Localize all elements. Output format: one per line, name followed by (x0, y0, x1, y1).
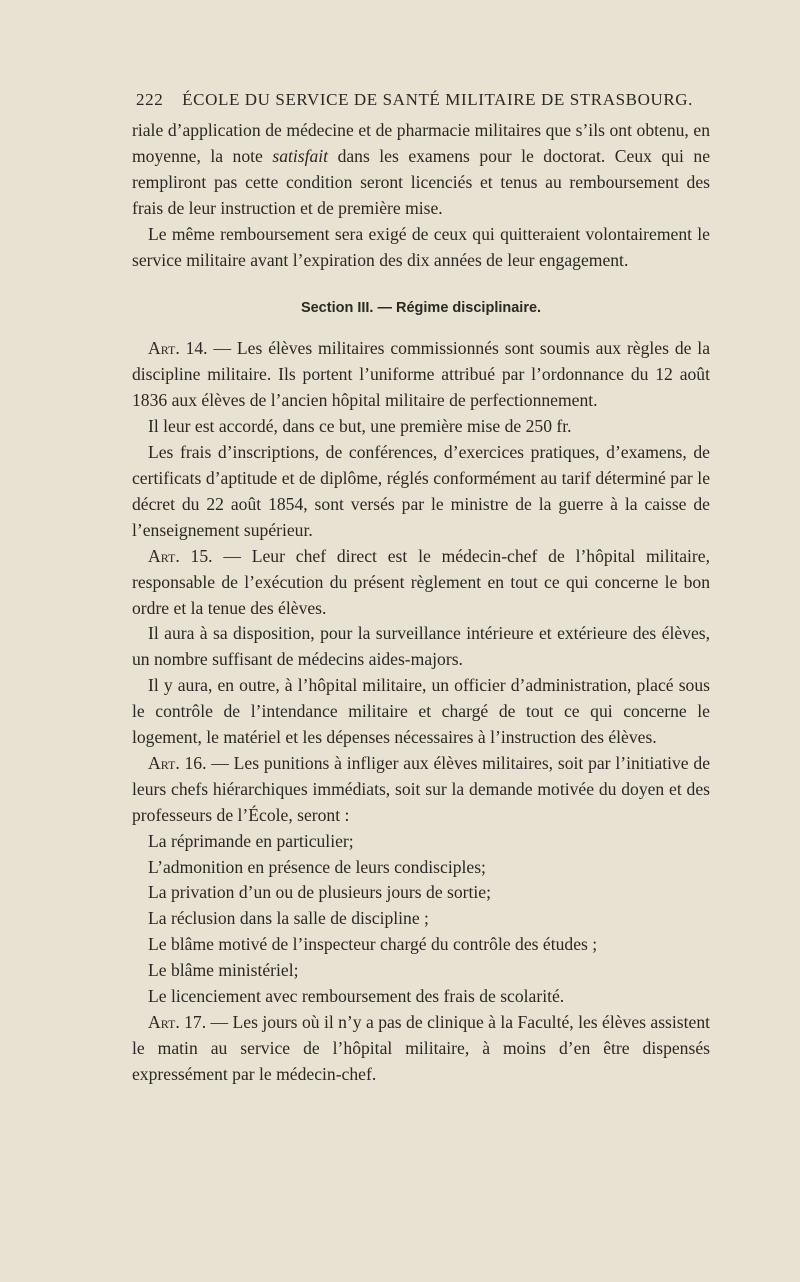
paragraph-reimbursement: Le même remboursement sera exigé de ceux qui quitteraient volontairement le service militaire avant l’expiration des dix années de leur engagement. (132, 223, 710, 270)
punishment-item: La réprimande en particulier; (148, 830, 354, 851)
p1-text-after: dans les examens pour le doctorat. Ceux qui ne rempliront pas cette condition seront licenciés et tenus au remboursement des frais de leur instruction et de première mise. (132, 145, 710, 218)
paragraph-aides: Il aura à sa disposition, pour la surveillance intérieure et extérieure des élèves, un nombre suffisant de médecins aides-majors. (132, 623, 710, 670)
article-16-label: Art. 16. (148, 752, 207, 773)
paragraph-allowance: Il leur est accordé, dans ce but, une première mise de 250 fr. (148, 416, 572, 437)
article-14-text: — Les élèves militaires commissionnés sont soumis aux règles de la discipline militaire. Ils portent l’uniforme attribué par l’ordonnance du 12 août 1836 aux élèves de l’ancien hôpital militaire de perfectionnement. (132, 338, 711, 411)
article-14-label: Art. 14. (148, 338, 208, 359)
article-16-text: — Les punitions à infliger aux élèves militaires, soit par l’initiative de leurs chefs hiérarchiques immédiats, soit sur la demande motivée du doyen et des professeurs de l’École, seront : (132, 752, 710, 825)
article-17-label: Art. 17. (148, 1012, 207, 1032)
running-header (136, 90, 716, 110)
body-text (132, 118, 710, 1088)
p1-emphasis: satisfait (272, 145, 329, 166)
article-15-text: — Leur chef direct est le médecin-chef de l’hôpital militaire, responsable de l’exécution du présent règlement en tout ce qui concerne le bon ordre et la tenue des élèves. (132, 545, 710, 618)
article-15-label: Art. 15. (148, 545, 213, 566)
paragraph-continuation (132, 118, 710, 222)
article-17 (132, 1010, 710, 1088)
punishment-item: La réclusion dans la salle de discipline ; (148, 908, 429, 929)
punishment-item: La privation d’un ou de plusieurs jours de sortie; (148, 882, 492, 903)
page-number: 222 (136, 90, 164, 109)
paragraph-officer: Il y aura, en outre, à l’hôpital militaire, un officier d’administration, placé sous le contrôle de l’intendance militaire et chargé de tout ce qui concerne le logement, le matériel et les dépenses nécessaires à l’instruction des élèves. (132, 675, 710, 748)
punishment-item: Le blâme motivé de l’inspecteur chargé du contrôle des études ; (148, 934, 598, 955)
article-15 (132, 544, 710, 622)
punishment-item: L’admonition en présence de leurs condisciples; (148, 856, 486, 877)
article-14 (132, 336, 710, 414)
section-title: Section III. — Régime disciplinaire. (300, 300, 542, 317)
article-17-text: — Les jours où il n’y a pas de clinique à la Faculté, les élèves assistent le matin au service de l’hôpital militaire, à moins d’en être dispensés expressément par le médecin-chef. (132, 1012, 711, 1084)
paragraph-fees: Les frais d’inscriptions, de conférences, d’exercices pratiques, d’examens, de certificats d’aptitude et de diplôme, réglés conformément au tarif déterminé par le décret du 22 août 1854, sont versés par le ministre de la guerre à la caisse de l’enseignement supérieur. (132, 442, 710, 540)
punishment-item: Le licenciement avec remboursement des frais de scolarité. (148, 986, 565, 1007)
punishment-item: Le blâme ministériel; (148, 960, 299, 981)
p1-text-before: riale d’application de médecine et de pharmacie militaires que s’ils ont obtenu, en moyenne, la note (132, 120, 710, 166)
article-16 (132, 751, 710, 829)
running-title: ÉCOLE DU SERVICE DE SANTÉ MILITAIRE DE STRASBOURG. (182, 90, 693, 109)
